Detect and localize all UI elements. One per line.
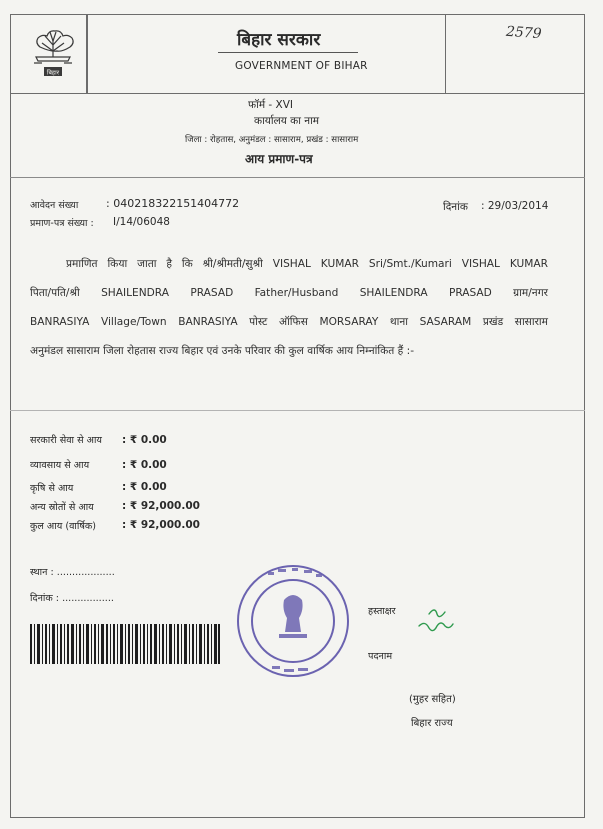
issuing-state: बिहार राज्य	[411, 718, 453, 729]
office-name: कार्यालय का नाम	[254, 115, 320, 127]
title-cell	[86, 14, 446, 94]
designation-label: पदनाम	[368, 651, 393, 662]
signature-label: हस्ताक्षर	[368, 606, 396, 617]
income-value-agriculture: : ₹ 0.00	[122, 481, 167, 493]
body-line-1: प्रमाणित किया जाता है कि श्री/श्रीमती/सुश्री VISHAL KUMAR Sri/Smt./Kumari VISHAL KUMAR	[66, 258, 548, 270]
income-value-business: : ₹ 0.00	[122, 459, 167, 471]
application-number-value: : 040218322151404772	[106, 197, 240, 210]
body-line-2: पिता/पति/श्री SHAILENDRA PRASAD Father/Husband SHAILENDRA PRASAD ग्राम/नगर	[30, 287, 548, 299]
footer-date-field: दिनांक : .................	[30, 593, 114, 604]
section-divider-top	[10, 177, 585, 178]
income-label-agriculture: कृषि से आय	[30, 483, 74, 494]
certificate-title: आय प्रमाण-पत्र	[245, 152, 313, 166]
seal-note: (मुहर सहित)	[409, 694, 456, 705]
income-label-govt: सरकारी सेवा से आय	[30, 435, 102, 446]
body-line-4: अनुमंडल सासाराम जिला रोहतास राज्य बिहार एवं उनके परिवार की कुल वार्षिक आय निम्नांकित हैं :-	[30, 345, 415, 357]
income-label-other: अन्य स्रोतों से आय	[30, 502, 94, 513]
income-value-other: : ₹ 92,000.00	[122, 500, 200, 512]
header-divider	[218, 52, 358, 53]
income-label-business: व्यावसाय से आय	[30, 460, 90, 471]
date-value: : 29/03/2014	[481, 200, 549, 212]
date-label: दिनांक	[443, 201, 468, 213]
certificate-number-value: I/14/06048	[113, 216, 170, 228]
jurisdiction-line: जिला : रोहतास, अनुमंडल : सासाराम, प्रखंड : सासाराम	[185, 135, 359, 145]
application-number-label: आवेदन संख्या	[30, 200, 79, 211]
body-line-3: BANRASIYA Village/Town BANRASIYA पोस्ट ऑफिस MORSARAY थाना SASARAM प्रखंड सासाराम	[30, 316, 548, 328]
bihar-emblem-icon	[28, 27, 78, 79]
emblem-label: बिहार	[46, 69, 60, 77]
header-title-english: GOVERNMENT OF BIHAR	[235, 60, 368, 72]
header-title-hindi: बिहार सरकार	[237, 30, 321, 50]
signature-mark	[415, 604, 459, 634]
official-seal-stamp	[234, 562, 352, 680]
income-value-govt: : ₹ 0.00	[122, 434, 167, 446]
form-number: फॉर्म - XVI	[248, 99, 294, 111]
section-divider-bottom	[10, 410, 585, 411]
income-value-total: : ₹ 92,000.00	[122, 519, 200, 531]
place-field: स्थान : ...................	[30, 567, 115, 578]
certificate-number-label: प्रमाण-पत्र संख्या :	[30, 218, 94, 229]
barcode-icon	[30, 624, 220, 664]
handwritten-reference: 2579	[505, 23, 543, 43]
income-label-total: कुल आय (वार्षिक)	[30, 521, 97, 532]
